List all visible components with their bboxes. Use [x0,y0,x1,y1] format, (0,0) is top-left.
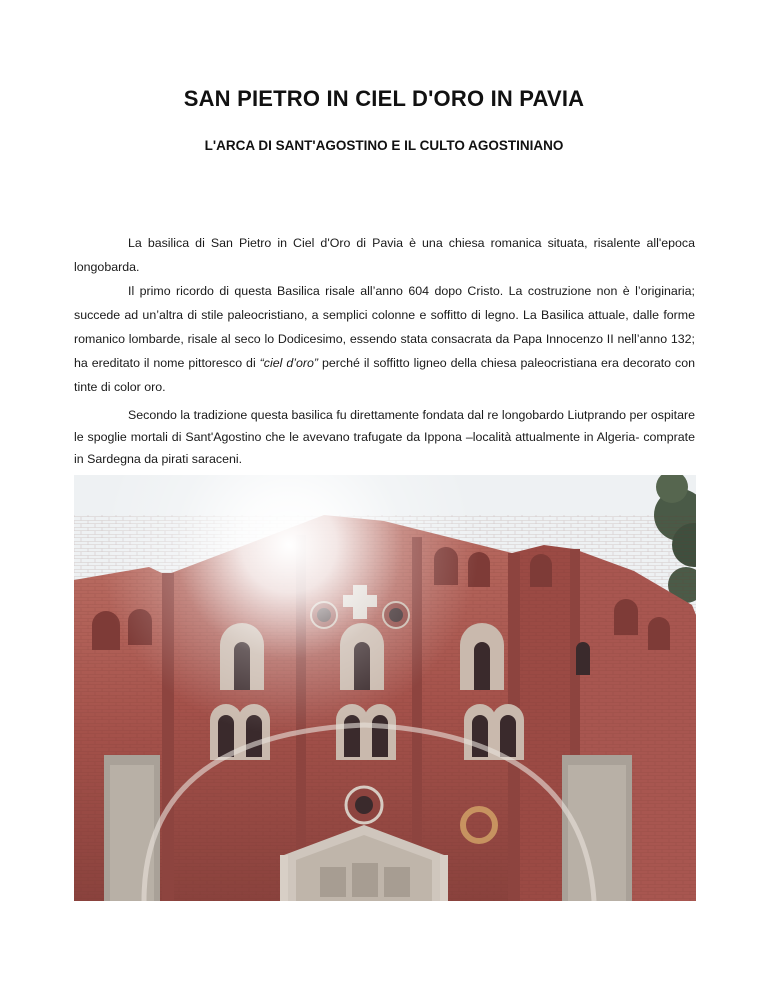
paragraph-1 [74,231,695,279]
basilica-facade-image [74,475,696,901]
page-title: SAN PIETRO IN CIEL D'ORO IN PAVIA [183,86,585,111]
paragraph-3 [74,404,695,470]
sun-glare [74,475,696,901]
basilica-photo [74,475,696,901]
paragraph-3-text: Secondo la tradizione questa basilica fu direttamente fondata dal re longobardo Liutprando per ospitare le spoglie mortali di Sant'Agostino che le avevano trafugate da Ippona –località attualmente in Algeria- comprate in Sardegna da pirati saraceni. [74,408,695,466]
page-subtitle: L'ARCA DI SANT'AGOSTINO E IL CULTO AGOSTINIANO [204,138,564,153]
paragraph-2 [74,279,695,399]
paragraph-1-text: La basilica di San Pietro in Ciel d'Oro di Pavia è una chiesa romanica situata, risalente all'epoca longobarda. [74,236,695,274]
paragraph-2-text-a: Il primo ricordo di questa Basilica risale all’anno 604 dopo Cristo. La costruzione non è l’originaria; succede ad un’altra di stile paleocristiano, a semplici colonne e soffitto di legno. La Basilica attuale, dalle forme romanico lombarde, risale al seco lo Dodicesimo, essendo stata consacrata da Papa Innocenzo II nell’anno 132; ha ereditato il nome pittoresco di [74,284,695,370]
paragraph-2-text-b: perché il soffitto ligneo della chiesa paleocristiana era decorato con tinte di color oro. [74,356,695,394]
paragraph-2-italic: “ciel d’oro” [259,356,319,370]
